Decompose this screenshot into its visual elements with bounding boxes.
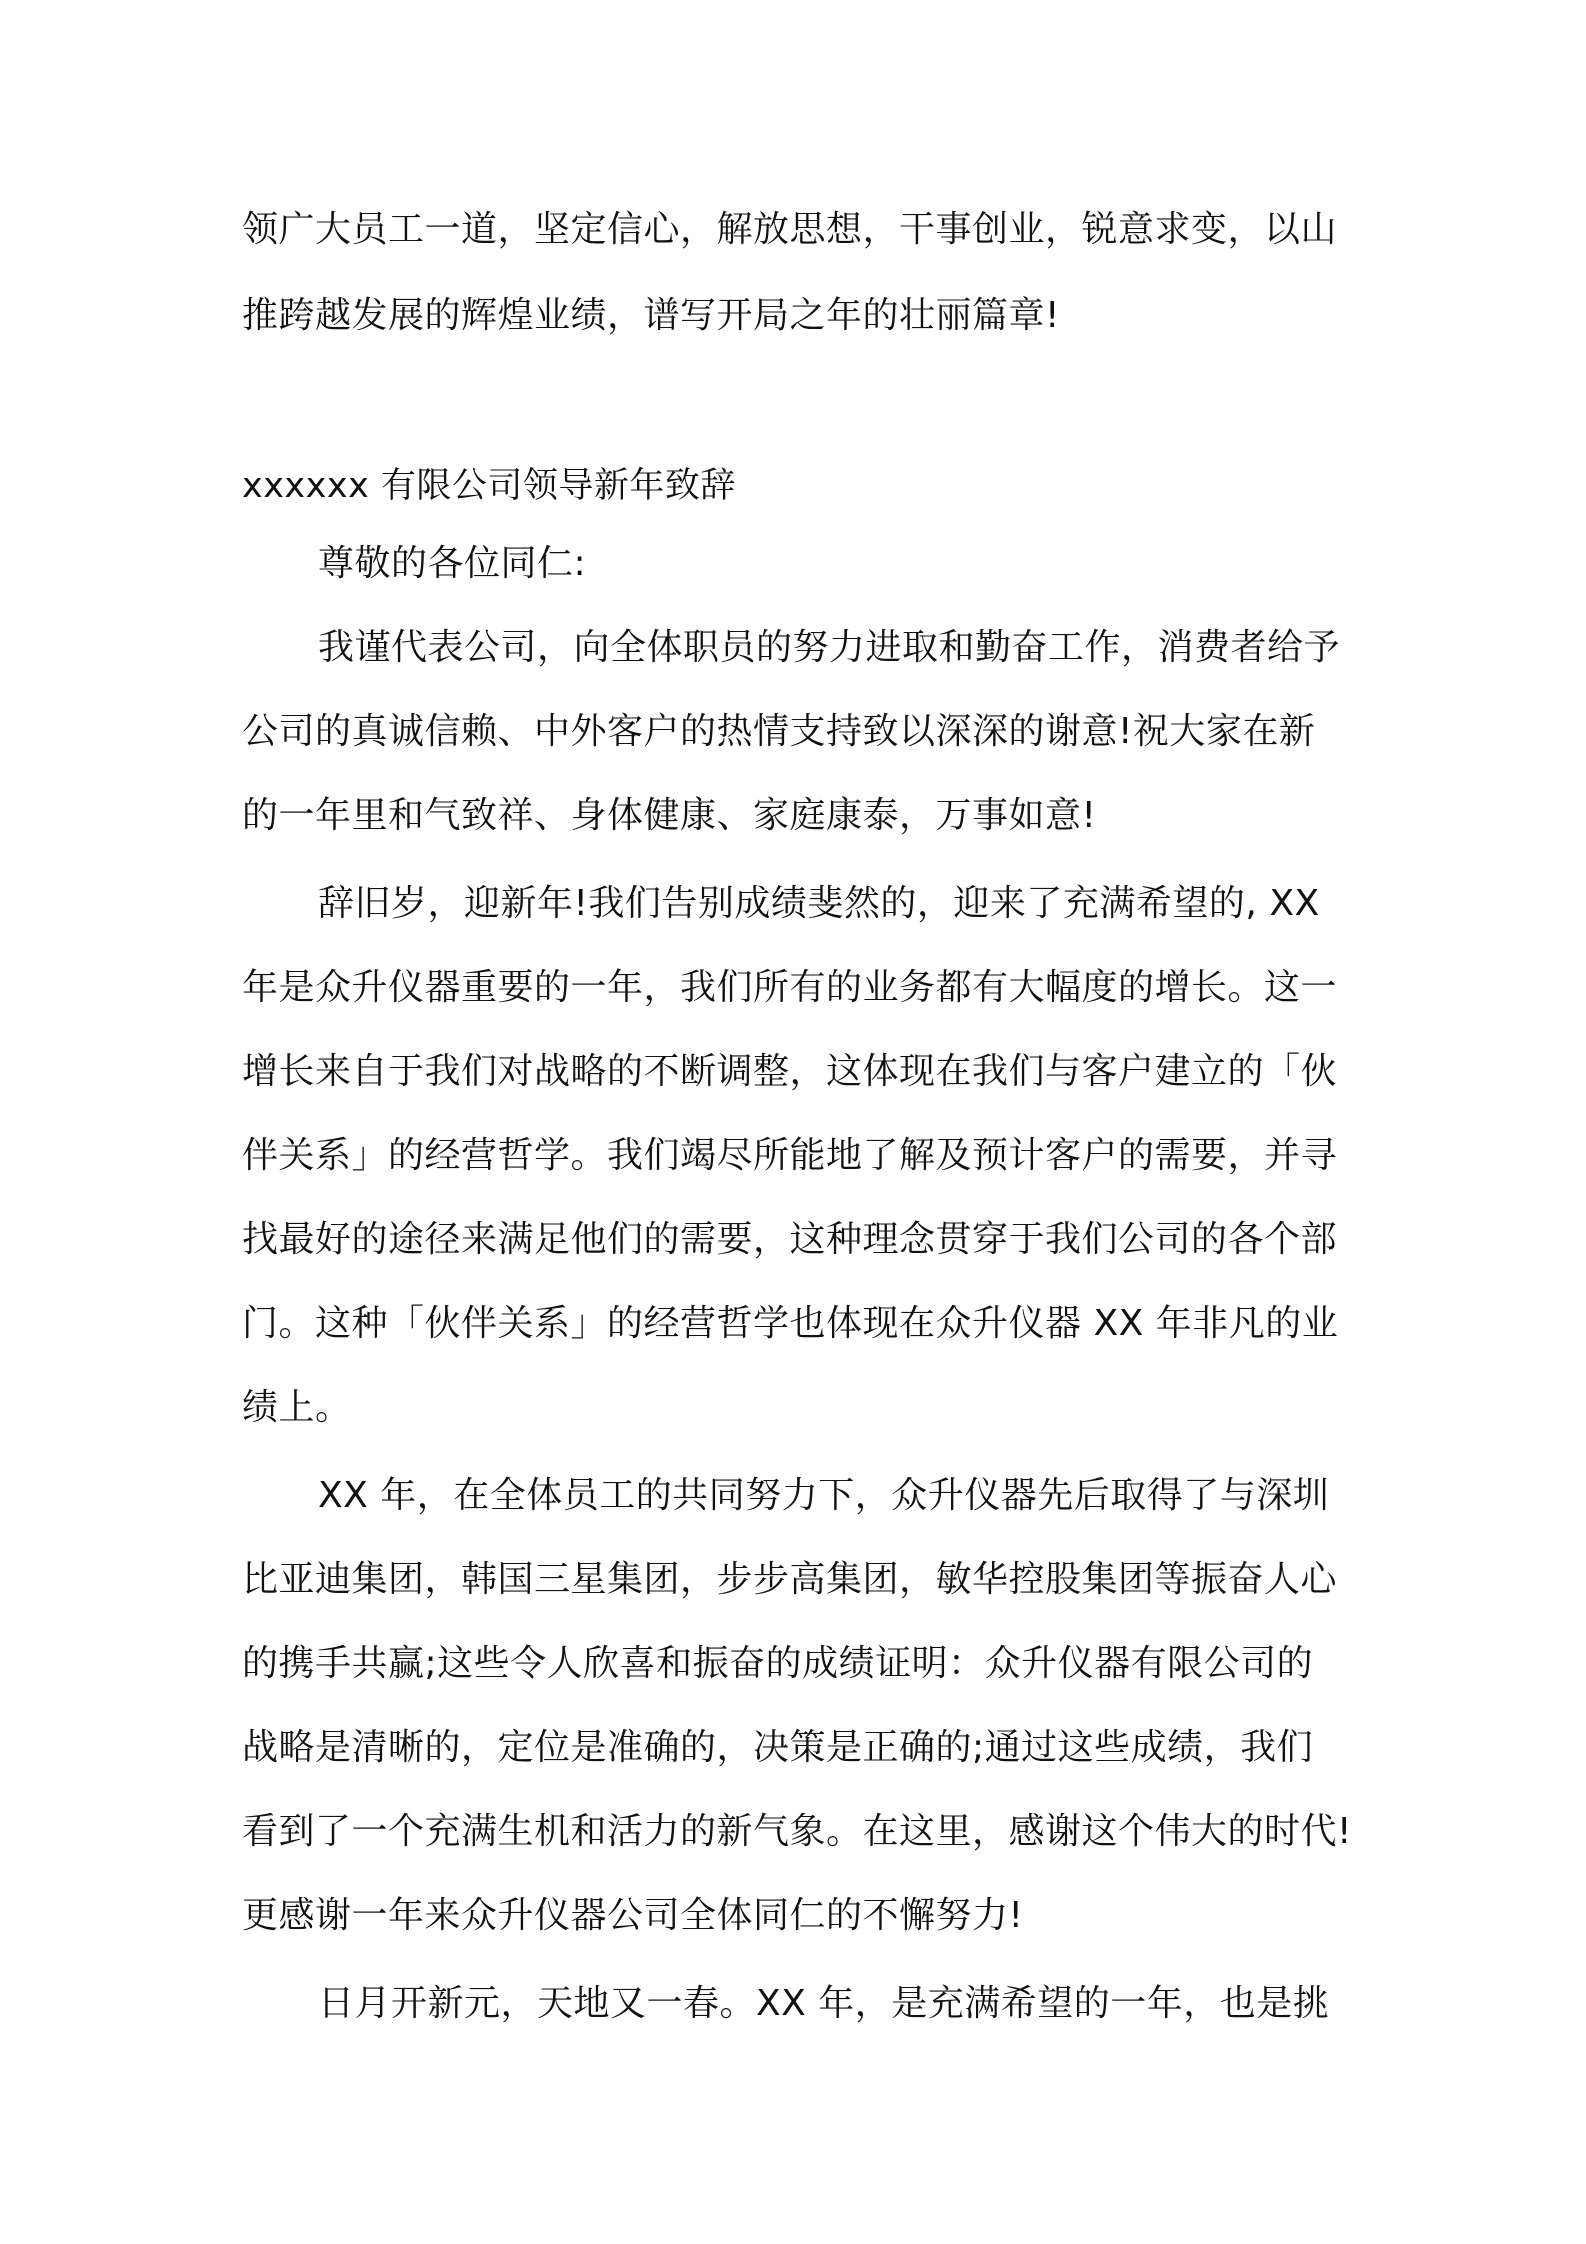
paragraph-line: XX 年，在全体员工的共同努力下，众升仪器先后取得了与深圳 [318, 1475, 1330, 1516]
paragraph-line: 战略是清晰的，定位是准确的，决策是正确的;通过这些成绩，我们 [242, 1727, 1314, 1768]
paragraph-line: 伴关系」的经营哲学。我们竭尽所能地了解及预计客户的需要，并寻 [242, 1135, 1338, 1176]
paragraph-line: 年是众升仪器重要的一年，我们所有的业务都有大幅度的增长。这一 [242, 967, 1338, 1008]
paragraph-line: 推跨越发展的辉煌业绩，谱写开局之年的壮丽篇章! [242, 295, 1060, 336]
paragraph-line: 比亚迪集团，韩国三星集团，步步高集团，敏华控股集团等振奋人心 [242, 1559, 1338, 1600]
paragraph-line: 绩上。 [242, 1387, 352, 1428]
paragraph-line: 的一年里和气致祥、身体健康、家庭康泰，万事如意! [242, 795, 1097, 836]
paragraph-line: 找最好的途径来满足他们的需要，这种理念贯穿于我们公司的各个部 [242, 1219, 1338, 1260]
paragraph-line: 增长来自于我们对战略的不断调整，这体现在我们与客户建立的「伙 [242, 1051, 1338, 1092]
paragraph-line: 领广大员工一道，坚定信心，解放思想，干事创业，锐意求变，以山 [242, 209, 1338, 250]
document-title: xxxxxx 有限公司领导新年致辞 [242, 466, 736, 506]
paragraph-line: 我谨代表公司，向全体职员的努力进取和勤奋工作，消费者给予 [318, 627, 1341, 668]
paragraph-line: 看到了一个充满生机和活力的新气象。在这里，感谢这个伟大的时代! [242, 1811, 1352, 1852]
paragraph-line: 更感谢一年来众升仪器公司全体同仁的不懈努力! [242, 1895, 1024, 1936]
paragraph-line: 公司的真诚信赖、中外客户的热情支持致以深深的谢意!祝大家在新 [242, 711, 1316, 752]
paragraph-line: 辞旧岁，迎新年!我们告别成绩斐然的，迎来了充满希望的, XX [318, 883, 1320, 924]
paragraph-line: 的携手共赢;这些令人欣喜和振奋的成绩证明：众升仪器有限公司的 [242, 1643, 1314, 1684]
paragraph-line: 门。这种「伙伴关系」的经营哲学也体现在众升仪器 XX 年非凡的业 [242, 1303, 1339, 1344]
salutation: 尊敬的各位同仁: [318, 543, 587, 584]
paragraph-line: 日月开新元，天地又一春。XX 年，是充满希望的一年，也是挑 [318, 1983, 1330, 2024]
